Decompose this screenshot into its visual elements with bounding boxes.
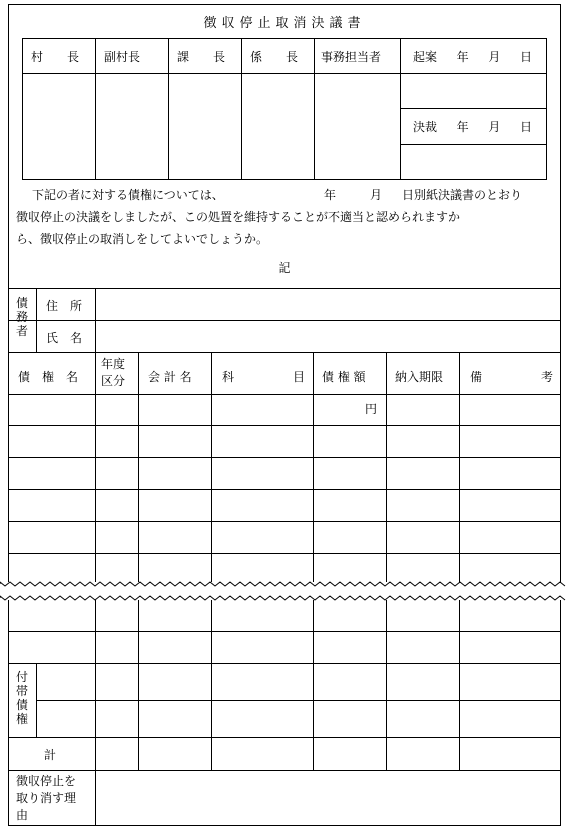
col-note-a: 備	[470, 370, 483, 384]
col-due: 納入期限	[395, 370, 444, 384]
body-line1-year: 年	[324, 188, 337, 202]
kessai-stamp[interactable]	[401, 145, 547, 180]
col-amount: 債 権 額	[322, 370, 366, 384]
col-year-division: 年度 区分	[101, 357, 126, 388]
stamp-section-chief[interactable]	[169, 74, 242, 180]
body-paragraph	[16, 184, 556, 250]
reason-field[interactable]	[96, 771, 560, 825]
table-break-wave	[0, 576, 569, 606]
document-title: 徴収停止取消決議書	[203, 16, 366, 31]
debtor-address-label: 住 所	[46, 299, 83, 313]
col-note-b: 考	[541, 370, 554, 384]
body-line1-a: 下記の者に対する債権については、	[32, 188, 224, 202]
debtor-label: 債 務 者	[15, 296, 28, 338]
stamp-vice-chief[interactable]	[96, 74, 169, 180]
reason-label: 徴収停止を 取り消す理 由	[16, 774, 77, 822]
body-line1-b: 日別紙決議書のとおり	[402, 188, 523, 202]
col-item-b: 目	[293, 370, 306, 384]
debtor-name-label: 氏 名	[46, 331, 83, 345]
stamp-subsection-chief[interactable]	[242, 74, 315, 180]
col-item-a: 科	[222, 370, 235, 384]
approval-table	[22, 38, 547, 180]
debtor-address-field[interactable]	[96, 289, 560, 320]
stamp-village-chief[interactable]	[23, 74, 96, 180]
stamp-staff[interactable]	[315, 74, 401, 180]
body-line3: ら、徴収停止の取消しをしてよいでしょうか。	[16, 232, 269, 246]
header-section-chief: 課 長	[169, 39, 242, 74]
body-line2: 徴収停止の決議をしましたが、この処置を維持することが不適当と認められますか	[16, 210, 461, 224]
body-line1-month: 月	[370, 188, 383, 202]
header-subsection-chief: 係 長	[242, 39, 315, 74]
col-claim-name: 債 権 名	[18, 370, 79, 384]
ki-label: 記	[278, 261, 291, 275]
kessai-date: 決裁 年 月 日	[401, 109, 547, 145]
header-village-chief: 村 長	[23, 39, 96, 74]
col-account: 会 計 名	[148, 370, 192, 384]
debtor-name-field[interactable]	[96, 321, 560, 352]
yen-unit: 円	[365, 402, 378, 416]
header-vice-chief: 副村長	[96, 39, 169, 74]
kian-stamp[interactable]	[401, 74, 547, 109]
kian-date: 起案 年 月 日	[401, 39, 547, 74]
total-label: 計	[44, 748, 57, 762]
header-staff: 事務担当者	[315, 39, 401, 74]
attached-claims-label: 付 帯 債 権	[15, 670, 28, 726]
